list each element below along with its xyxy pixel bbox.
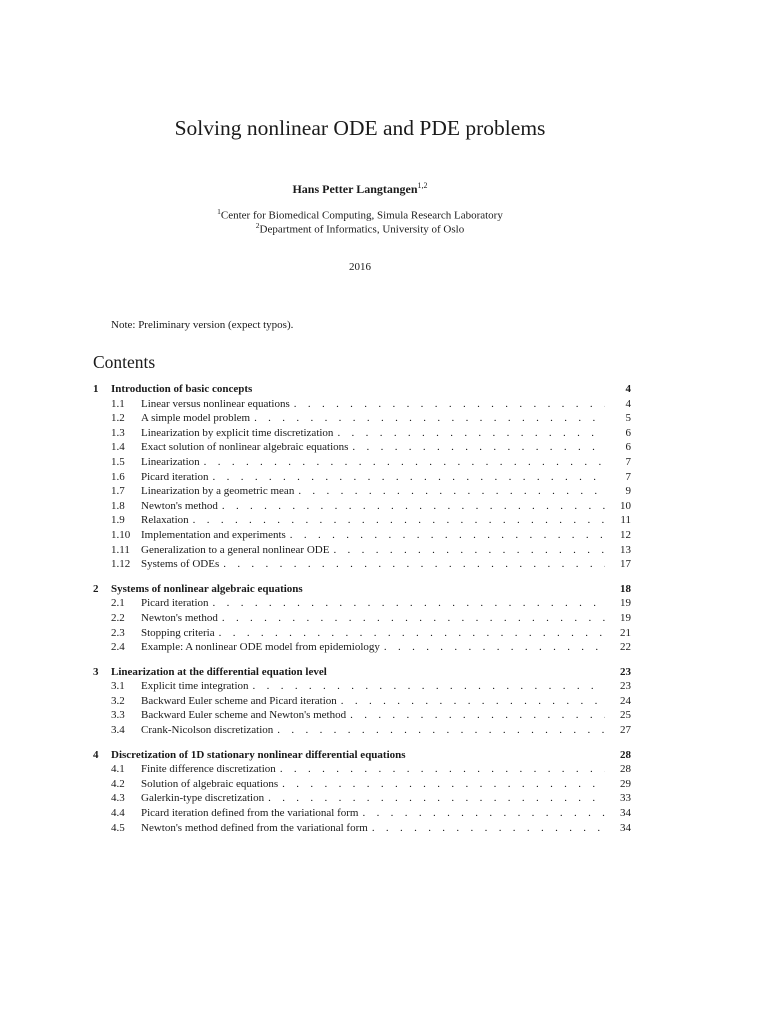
toc-subsection-number: 1.12 bbox=[111, 558, 131, 571]
toc-subsection-entry[interactable] bbox=[93, 724, 631, 739]
toc-subsection-title: Backward Euler scheme and Newton's method bbox=[141, 709, 347, 722]
toc-subsection-page: 22 bbox=[620, 641, 631, 654]
toc-subsection-entry[interactable] bbox=[93, 709, 631, 724]
toc-subsection-title: Implementation and experiments bbox=[141, 528, 286, 541]
toc-subsection-number: 1.2 bbox=[111, 412, 125, 425]
toc-subsection-page: 6 bbox=[625, 426, 631, 439]
toc-dot-leader bbox=[282, 778, 605, 790]
toc-subsection-entry[interactable] bbox=[93, 412, 631, 427]
affiliation-text: Department of Informatics, University of Oslo bbox=[259, 223, 465, 236]
toc-subsection-entry[interactable] bbox=[93, 427, 631, 442]
author-affiliation-marks: 1,2 bbox=[417, 181, 428, 190]
toc-subsection-entry[interactable] bbox=[93, 778, 631, 793]
toc-subsection-page: 6 bbox=[625, 441, 631, 454]
toc-subsection-number: 1.11 bbox=[111, 543, 130, 556]
toc-subsection-number: 4.3 bbox=[111, 792, 125, 805]
toc-subsection-number: 2.2 bbox=[111, 611, 125, 624]
toc-section-number: 3 bbox=[93, 665, 99, 678]
toc-subsection-entry[interactable] bbox=[93, 471, 631, 486]
toc-subsection-entry[interactable] bbox=[93, 398, 631, 413]
toc-subsection-entry[interactable] bbox=[93, 612, 631, 627]
toc-subsection-entry[interactable] bbox=[93, 822, 631, 837]
toc-subsection-number: 2.3 bbox=[111, 626, 125, 639]
toc-dot-leader bbox=[280, 763, 605, 775]
toc-subsection-number: 1.9 bbox=[111, 514, 125, 527]
toc-subsection-number: 3.3 bbox=[111, 709, 125, 722]
toc-subsection-number: 2.1 bbox=[111, 597, 125, 610]
toc-subsection-page: 19 bbox=[620, 597, 631, 610]
toc-dot-leader bbox=[222, 612, 605, 624]
affiliation-text: Center for Biomedical Computing, Simula Research Laboratory bbox=[220, 209, 503, 222]
toc-dot-leader bbox=[204, 456, 605, 468]
toc-dot-leader bbox=[219, 627, 605, 639]
toc-subsection-title: Example: A nonlinear ODE model from epidemiology bbox=[141, 641, 380, 654]
toc-subsection-title: Newton's method defined from the variational form bbox=[141, 821, 368, 834]
author-name: Hans Petter Langtangen bbox=[292, 182, 418, 196]
toc-subsection-page: 19 bbox=[620, 611, 631, 624]
toc-dot-leader bbox=[294, 398, 605, 410]
toc-subsection-entry[interactable] bbox=[93, 807, 631, 822]
toc-subsection-number: 1.4 bbox=[111, 441, 125, 454]
toc-subsection-title: Picard iteration bbox=[141, 597, 209, 610]
toc-subsection-page: 12 bbox=[620, 528, 631, 541]
toc-subsection-page: 33 bbox=[620, 792, 631, 805]
toc-subsection-page: 25 bbox=[620, 709, 631, 722]
toc-subsection-entry[interactable] bbox=[93, 792, 631, 807]
affiliation-1 bbox=[0, 207, 720, 222]
toc-dot-leader bbox=[213, 597, 605, 609]
toc-dot-leader bbox=[341, 695, 605, 707]
toc-subsection-page: 28 bbox=[620, 763, 631, 776]
toc-subsection-entry[interactable] bbox=[93, 529, 631, 544]
toc-subsection-entry[interactable] bbox=[93, 441, 631, 456]
toc-section-page: 4 bbox=[625, 383, 631, 395]
toc-subsection-title: Generalization to a general nonlinear ODE bbox=[141, 543, 330, 556]
toc-section bbox=[93, 583, 631, 656]
toc-subsection-entry[interactable] bbox=[93, 544, 631, 559]
toc-subsection-page: 27 bbox=[620, 724, 631, 737]
toc-subsection-page: 13 bbox=[620, 543, 631, 556]
toc-subsection-entry[interactable] bbox=[93, 558, 631, 573]
toc-subsection-title: Explicit time integration bbox=[141, 680, 249, 693]
toc-subsection-number: 1.5 bbox=[111, 455, 125, 468]
toc-dot-leader bbox=[384, 641, 605, 653]
toc-subsection-entry[interactable] bbox=[93, 680, 631, 695]
toc-subsection-page: 11 bbox=[620, 514, 631, 527]
toc-dot-leader bbox=[362, 807, 605, 819]
document-title: Solving nonlinear ODE and PDE problems bbox=[174, 116, 546, 140]
toc-section-title: Linearization at the differential equation level bbox=[111, 665, 327, 678]
toc-dot-leader bbox=[193, 514, 605, 526]
toc-subsection-entry[interactable] bbox=[93, 456, 631, 471]
toc-section-page: 28 bbox=[620, 748, 631, 761]
toc-dot-leader bbox=[372, 822, 605, 834]
toc-dot-leader bbox=[290, 529, 605, 541]
toc-subsection-page: 23 bbox=[620, 680, 631, 693]
toc-section-entry[interactable] bbox=[93, 583, 631, 598]
affiliation-mark: 2 bbox=[255, 221, 260, 230]
author-line bbox=[0, 181, 720, 197]
toc-subsection-page: 29 bbox=[620, 777, 631, 790]
toc-section-page: 18 bbox=[620, 582, 631, 595]
affiliation-mark: 1 bbox=[217, 207, 221, 216]
toc-subsection-number: 3.4 bbox=[111, 724, 125, 737]
toc-dot-leader bbox=[277, 724, 605, 736]
toc-section bbox=[93, 749, 631, 837]
toc-subsection-title: Exact solution of nonlinear algebraic equations bbox=[141, 441, 349, 454]
toc-subsection-page: 7 bbox=[625, 455, 631, 468]
toc-subsection-title: Picard iteration defined from the variational form bbox=[141, 807, 359, 820]
toc-section-entry[interactable] bbox=[93, 666, 631, 681]
toc-section-entry[interactable] bbox=[93, 383, 631, 398]
toc-dot-leader bbox=[268, 792, 605, 804]
toc-subsection-title: Linear versus nonlinear equations bbox=[141, 397, 290, 410]
toc-section bbox=[93, 383, 631, 573]
toc-section-number: 4 bbox=[93, 748, 99, 761]
toc-subsection-title: Crank-Nicolson discretization bbox=[141, 724, 274, 737]
table-of-contents bbox=[93, 383, 631, 846]
toc-subsection-page: 34 bbox=[620, 821, 631, 834]
toc-section-title: Introduction of basic concepts bbox=[111, 383, 253, 395]
toc-subsection-page: 10 bbox=[620, 499, 631, 512]
toc-subsection-number: 1.6 bbox=[111, 470, 125, 483]
toc-subsection-title: Newton's method bbox=[141, 611, 218, 624]
toc-dot-leader bbox=[298, 485, 605, 497]
toc-subsection-entry[interactable] bbox=[93, 597, 631, 612]
toc-subsection-entry[interactable] bbox=[93, 763, 631, 778]
toc-section-page: 23 bbox=[620, 665, 631, 678]
affiliation-2 bbox=[0, 221, 720, 236]
toc-section-number: 2 bbox=[93, 582, 99, 595]
toc-subsection-title: Solution of algebraic equations bbox=[141, 777, 279, 790]
toc-dot-leader bbox=[333, 544, 605, 556]
toc-section bbox=[93, 666, 631, 739]
toc-dot-leader bbox=[350, 709, 605, 721]
toc-subsection-title: Newton's method bbox=[141, 499, 218, 512]
toc-subsection-entry[interactable] bbox=[93, 695, 631, 710]
toc-subsection-title: Finite difference discretization bbox=[141, 763, 276, 776]
toc-dot-leader bbox=[337, 427, 605, 439]
toc-subsection-page: 17 bbox=[620, 558, 631, 571]
publication-year: 2016 bbox=[349, 261, 371, 273]
toc-dot-leader bbox=[222, 500, 605, 512]
toc-subsection-number: 3.1 bbox=[111, 680, 125, 693]
toc-subsection-number: 4.4 bbox=[111, 807, 125, 820]
toc-dot-leader bbox=[253, 680, 605, 692]
toc-subsection-page: 21 bbox=[620, 626, 631, 639]
toc-section-title: Discretization of 1D stationary nonlinear differential equations bbox=[111, 748, 406, 761]
toc-dot-leader bbox=[352, 441, 605, 453]
toc-subsection-page: 7 bbox=[625, 470, 631, 483]
toc-section-title: Systems of nonlinear algebraic equations bbox=[111, 582, 303, 595]
toc-subsection-title: A simple model problem bbox=[141, 412, 251, 425]
toc-subsection-title: Stopping criteria bbox=[141, 626, 215, 639]
preliminary-note: Note: Preliminary version (expect typos). bbox=[111, 319, 294, 331]
toc-subsection-number: 1.1 bbox=[111, 397, 125, 410]
toc-subsection-entry[interactable] bbox=[93, 641, 631, 656]
toc-subsection-page: 34 bbox=[620, 807, 631, 820]
toc-subsection-title: Linearization bbox=[141, 455, 200, 468]
toc-subsection-entry[interactable] bbox=[93, 485, 631, 500]
toc-subsection-title: Galerkin-type discretization bbox=[141, 792, 265, 805]
toc-subsection-number: 1.7 bbox=[111, 485, 125, 498]
toc-dot-leader bbox=[213, 471, 605, 483]
toc-subsection-number: 1.10 bbox=[111, 528, 131, 541]
toc-subsection-title: Relaxation bbox=[141, 514, 189, 527]
toc-subsection-number: 1.8 bbox=[111, 499, 125, 512]
toc-subsection-number: 3.2 bbox=[111, 694, 125, 707]
toc-subsection-title: Systems of ODEs bbox=[141, 558, 220, 571]
toc-subsection-number: 4.1 bbox=[111, 763, 125, 776]
toc-section-entry[interactable] bbox=[93, 749, 631, 764]
contents-heading: Contents bbox=[93, 352, 156, 372]
toc-subsection-number: 2.4 bbox=[111, 641, 125, 654]
toc-subsection-title: Linearization by a geometric mean bbox=[141, 485, 295, 498]
toc-subsection-entry[interactable] bbox=[93, 627, 631, 642]
toc-subsection-entry[interactable] bbox=[93, 500, 631, 515]
toc-subsection-entry[interactable] bbox=[93, 514, 631, 529]
toc-section-number: 1 bbox=[93, 383, 99, 395]
toc-subsection-page: 5 bbox=[625, 412, 631, 425]
toc-subsection-page: 4 bbox=[625, 397, 631, 410]
toc-subsection-number: 4.2 bbox=[111, 777, 125, 790]
toc-subsection-title: Picard iteration bbox=[141, 470, 209, 483]
toc-subsection-title: Backward Euler scheme and Picard iteration bbox=[141, 694, 337, 707]
toc-subsection-page: 24 bbox=[620, 694, 631, 707]
toc-dot-leader bbox=[254, 412, 605, 424]
toc-subsection-number: 4.5 bbox=[111, 821, 125, 834]
toc-subsection-page: 9 bbox=[625, 485, 631, 498]
toc-dot-leader bbox=[223, 558, 605, 570]
toc-subsection-number: 1.3 bbox=[111, 426, 125, 439]
toc-subsection-title: Linearization by explicit time discretization bbox=[141, 426, 334, 439]
